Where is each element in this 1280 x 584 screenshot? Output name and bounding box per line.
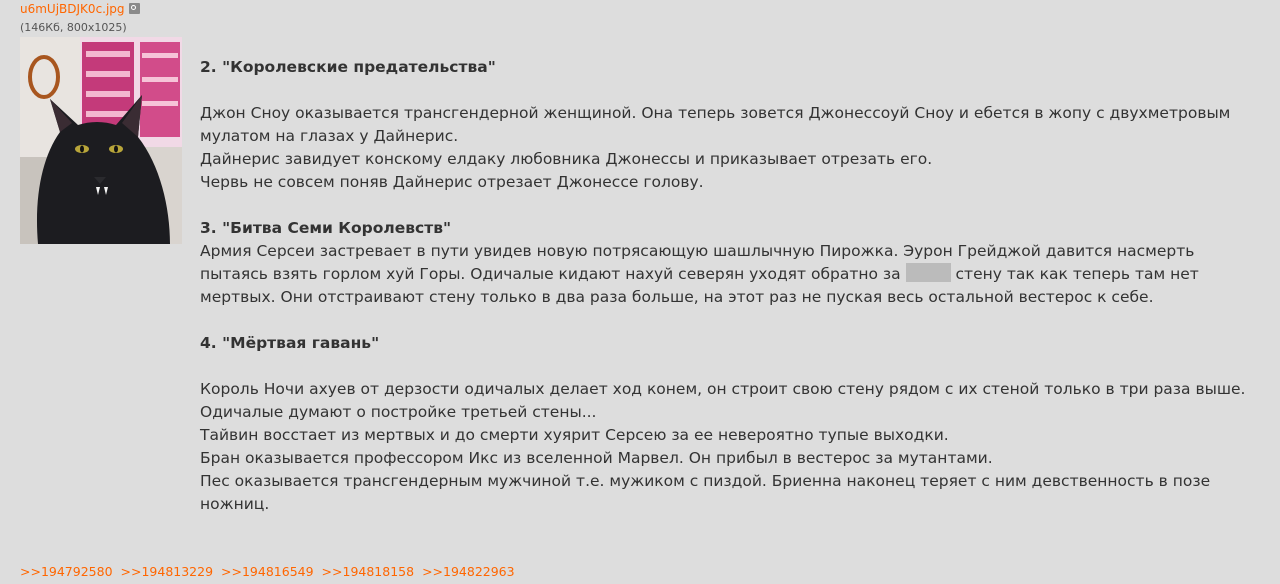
section-4-title: 4. "Мёртвая гавань" [200, 334, 380, 352]
section-3-title: 3. "Битва Семи Королевств" [200, 219, 452, 237]
section-3-line-text: стену так как теперь там нет [955, 265, 1199, 283]
section-3-line [200, 263, 1280, 286]
section-4-line: Король Ночи ахуев от дерзости одичалых делает ход конем, он строит свою стену рядом с их стеной только в три раза выше. [200, 380, 1246, 398]
section-4-line: ножниц. [200, 495, 270, 513]
section-4-line: Бран оказывается профессором Икс из вселенной Марвел. Он прибыл в вестерос за мутантами. [200, 449, 993, 467]
cat-photo [20, 37, 182, 244]
file-name-link[interactable]: u6mUjBDJK0c.jpg [20, 2, 125, 16]
section-2-line: Джон Сноу оказывается трансгендерной женщиной. Она теперь зовется Джонессоуй Сноу и ебется в жопу с двухметровым [200, 104, 1231, 122]
post-image-thumbnail[interactable] [20, 37, 182, 244]
section-2-line: мулатом на глазах у Дайнерис. [200, 127, 459, 145]
section-3-line: мертвых. Они отстраивают стену только в два раза больше, на этот раз не пуская весь остальной вестерос к себе. [200, 288, 1154, 306]
section-2-line: Дайнерис завидует конскому елдаку любовника Джонессы и приказывает отрезать его. [200, 150, 933, 168]
file-header [20, 2, 140, 16]
image-search-icon[interactable] [129, 3, 140, 14]
section-4-line: Пес оказывается трансгендерным мужчиной т.е. мужиком с пиздой. Бриенна наконец теряет с ним девственность в позе [200, 472, 1211, 490]
reply-link[interactable]: >>194816549 [221, 564, 314, 579]
reply-link[interactable]: >>194822963 [422, 564, 515, 579]
section-2-title: 2. "Королевские предательства" [200, 58, 496, 76]
section-3-line: Армия Серсеи застревает в пути увидев новую потрясающую шашлычную Пирожка. Эурон Грейджой давится насмерть [200, 242, 1195, 260]
reply-link[interactable]: >>194813229 [120, 564, 214, 579]
section-4-line: Одичалые думают о постройке третьей стены... [200, 403, 597, 421]
reply-link[interactable]: >>194792580 [20, 564, 113, 579]
file-meta: (146Кб, 800x1025) [20, 21, 127, 34]
post-body [200, 56, 1280, 516]
replies-bar [20, 564, 519, 580]
section-4-line: Тайвин восстает из мертвых и до смерти хуярит Серсею за ее невероятно тупые выходки. [200, 426, 949, 444]
reply-link[interactable]: >>194818158 [321, 564, 415, 579]
section-2-line: Червь не совсем поняв Дайнерис отрезает Джонессе голову. [200, 173, 704, 191]
section-3-line-text: пытаясь взять горлом хуй Горы. Одичалые кидают нахуй северян уходят обратно за [200, 265, 901, 283]
spoiler[interactable] [906, 263, 951, 282]
